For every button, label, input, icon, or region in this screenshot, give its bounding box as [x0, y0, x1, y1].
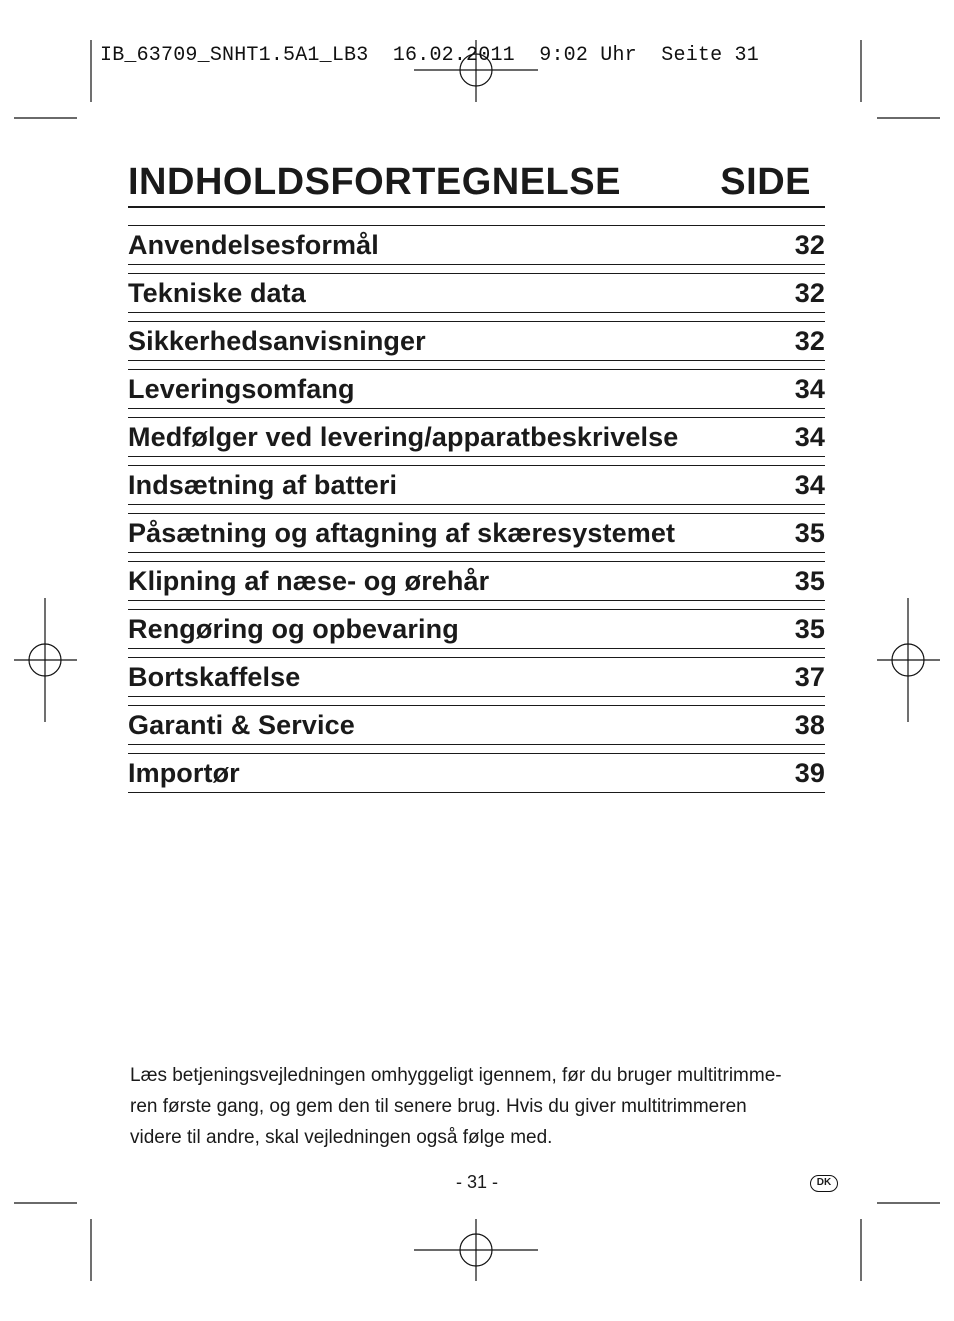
toc-entry[interactable]: [128, 417, 825, 457]
toc-entry-page: 34: [794, 469, 825, 500]
toc-entry-label: Sikkerhedsanvisninger: [128, 325, 426, 356]
toc-entry[interactable]: [128, 321, 825, 361]
toc-entry-page: 32: [794, 229, 825, 260]
registration-mark: [460, 1234, 492, 1266]
toc-entry-label: Anvendelsesformål: [128, 229, 379, 260]
registration-mark: [892, 644, 924, 676]
toc-entry-label: Bortskaffelse: [128, 661, 301, 692]
intro-line: ren første gang, og gem den til senere brug. Hvis du giver multitrimmeren: [130, 1096, 747, 1117]
toc-list: [128, 225, 825, 801]
toc-entry-label: Påsætning og aftagning af skæresystemet: [128, 517, 676, 548]
toc-entry-page: 38: [794, 709, 825, 740]
intro-paragraph: [130, 1060, 830, 1153]
toc-heading: [128, 160, 825, 208]
intro-line: videre til andre, skal vejledningen også følge med.: [130, 1127, 553, 1148]
toc-entry-page: 35: [794, 613, 825, 644]
toc-entry-label: Garanti & Service: [128, 709, 355, 740]
toc-entry-label: Indsætning af batteri: [128, 469, 398, 500]
page-number: - 31 -: [455, 1172, 498, 1192]
registration-mark: [29, 644, 61, 676]
toc-entry[interactable]: [128, 273, 825, 313]
toc-entry-page: 32: [794, 277, 825, 308]
toc-entry[interactable]: [128, 561, 825, 601]
toc-entry[interactable]: [128, 225, 825, 265]
intro-line: Læs betjeningsvejledningen omhyggeligt igennem, før du bruger multitrimme-: [130, 1065, 782, 1086]
toc-entry-label: Medfølger ved levering/apparatbeskrivelse: [128, 421, 679, 452]
toc-entry[interactable]: [128, 609, 825, 649]
toc-entry-page: 35: [794, 517, 825, 548]
toc-entry-page: 34: [794, 373, 825, 404]
toc-entry[interactable]: [128, 657, 825, 697]
toc-entry-label: Tekniske data: [128, 277, 306, 308]
toc-entry-page: 37: [794, 661, 825, 692]
toc-entry-label: Leveringsomfang: [128, 373, 355, 404]
toc-entry-page: 32: [794, 325, 825, 356]
country-code-badge: DK: [810, 1175, 838, 1192]
print-slug-header: IB_63709_SNHT1.5A1_LB3 16.02.2011 9:02 Uhr Seite 31: [100, 44, 759, 67]
toc-entry[interactable]: [128, 465, 825, 505]
toc-entry-label: Rengøring og opbevaring: [128, 613, 459, 644]
toc-entry[interactable]: [128, 753, 825, 793]
toc-entry[interactable]: [128, 705, 825, 745]
toc-entry-page: 34: [794, 421, 825, 452]
toc-entry-label: Importør: [128, 757, 240, 788]
toc-entry-page: 35: [794, 565, 825, 596]
toc-entry[interactable]: [128, 513, 825, 553]
toc-entry-page: 39: [794, 757, 825, 788]
toc-title: INDHOLDSFORTEGNELSE: [128, 161, 621, 203]
toc-page-column-label: SIDE: [720, 161, 811, 203]
toc-entry[interactable]: [128, 369, 825, 409]
toc-entry-label: Klipning af næse- og ørehår: [128, 565, 490, 596]
